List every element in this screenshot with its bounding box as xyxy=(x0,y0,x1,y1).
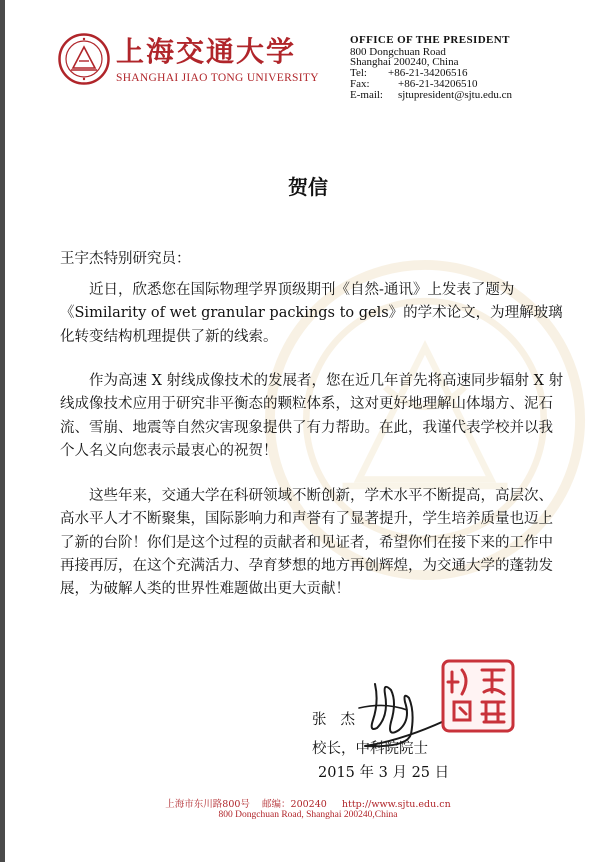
tel-label: Tel: xyxy=(350,67,367,80)
paragraph-3 xyxy=(60,485,555,601)
fax-label: Fax: xyxy=(350,77,370,90)
address-line-2: Shanghai 200240, China xyxy=(350,56,459,69)
university-name-cn: 上海交通大学 xyxy=(116,35,297,68)
fax-row xyxy=(350,79,512,90)
paragraph-3-line: 展，为破解人类的世界性难题做出更大贡献！ xyxy=(60,581,350,598)
university-seal-logo-icon xyxy=(58,33,110,85)
footer-postcode: 邮编：200240 xyxy=(262,799,327,810)
paragraph-2 xyxy=(60,370,564,463)
paragraph-2-line: 流、雪崩、地震等自然灾害现象提供了有力帮助。在此，我谨代表学校并以我 xyxy=(60,419,553,436)
paragraph-2-line: 作为高速 X 射线成像技术的发展者，您在近几年首先将高速同步辐射 X 射 xyxy=(89,373,564,389)
email-row xyxy=(350,90,512,101)
scan-edge xyxy=(0,0,5,862)
letter-title: 贺信 xyxy=(288,175,328,199)
paragraph-3-line: 再接再厉，在这个充满活力、孕育梦想的地方再创辉煌，为交通大学的蓬勃发 xyxy=(60,557,553,574)
address-line-1: 800 Dongchuan Road xyxy=(350,45,446,58)
official-seal-stamp-icon xyxy=(440,658,516,734)
paragraph-2-line: 线成像技术应用于研究非平衡态的颗粒体系，这对更好地理解山体塌方、泥石 xyxy=(60,396,553,413)
fax-value: +86-21-34206510 xyxy=(398,77,478,90)
tel-value: +86-21-34206516 xyxy=(388,67,468,80)
signatory-title: 校长，中科院院士 xyxy=(312,741,428,757)
paragraph-3-line: 了新的台阶！你们是这个过程的贡献者和见证者，希望你们在接下来的工作中 xyxy=(60,534,553,551)
office-contact-block xyxy=(350,35,512,100)
paragraph-2-line: 个人名义向您表示最衷心的祝贺！ xyxy=(60,442,278,459)
salutation: 王宇杰特别研究员： xyxy=(60,251,191,267)
email-value[interactable]: sjtupresident@sjtu.edu.cn xyxy=(398,88,513,101)
paragraph-3-line: 高水平人才不断聚集，国际影响力和声誉有了显著提升，学生培养质量也迈上 xyxy=(60,511,553,528)
footer-line-1 xyxy=(0,796,616,810)
paragraph-1-line: 近日，欣悉您在国际物理学界顶级期刊《自然-通讯》上发表了题为 xyxy=(89,282,515,298)
email-label: E-mail: xyxy=(350,88,383,101)
signatory-name: 张杰 xyxy=(312,712,369,728)
footer-website-link[interactable]: http://www.sjtu.edu.cn xyxy=(341,799,451,810)
university-name-en: SHANGHAI JIAO TONG UNIVERSITY xyxy=(116,72,319,84)
paragraph-1-line: 《Similarity of wet granular packings to gels》的学术论文，为理解玻璃 xyxy=(60,305,563,322)
office-title: OFFICE OF THE PRESIDENT xyxy=(350,34,510,46)
letter-date: 2015 年 3 月 25 日 xyxy=(318,765,450,781)
paragraph-1 xyxy=(60,279,563,349)
paragraph-1-line: 化转变结构机理提供了新的线索。 xyxy=(60,328,278,345)
paragraph-3-line: 这些年来，交通大学在科研领域不断创新，学术水平不断提高，高层次、 xyxy=(89,488,553,504)
footer-line-2: 800 Dongchuan Road, Shanghai 200240,China xyxy=(218,810,398,820)
footer-address-cn: 上海市东川路800号 xyxy=(165,799,250,810)
